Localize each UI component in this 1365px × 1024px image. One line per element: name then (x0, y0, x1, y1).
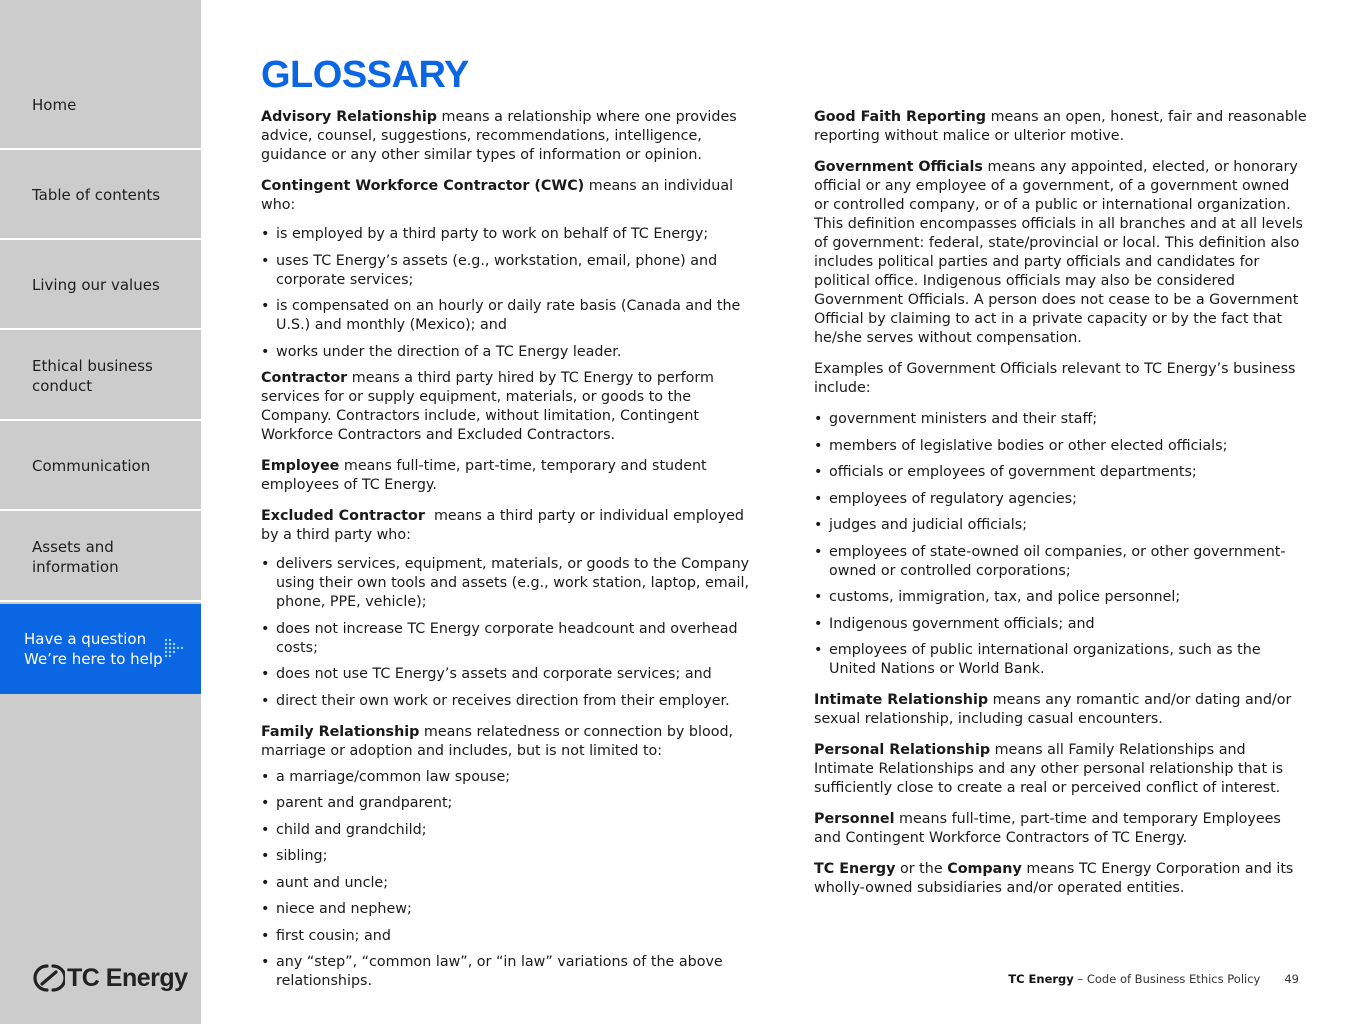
connector: or the (895, 861, 948, 877)
list-item: • Indigenous government officials; and (814, 615, 1308, 634)
term: Contingent Workforce Contractor (CWC) (261, 178, 585, 194)
list-item: • employees of regulatory agencies; (814, 490, 1308, 509)
definition: means any appointed, elected, or honorary official or any employee of a government, of a government owned or controlled company, or of a public or international organization. This definition encompasses officials in all branches and at all levels of government: federal, state/provincial or local. This definition also includes political parties and party officials and candidates for political office. Indigenous officials may also be considered Government Officials. A person does not cease to be a Government Official by claiming to act in a private capacity or by the fact that he/she serves without compensation. (814, 159, 1304, 346)
page-footer (1008, 972, 1299, 986)
entry-family-relationship (261, 723, 756, 761)
term: Company (947, 861, 1022, 877)
page-number: 49 (1284, 972, 1299, 986)
definition: means a relationship where one provides advice, counsel, suggestions, recommendations, intelligence, guidance or any other similar types of information or opinion. (261, 109, 737, 163)
dotted-arrow-icon (164, 638, 184, 660)
family-list (261, 768, 756, 992)
nav-communication-label: Communication (32, 457, 151, 475)
definition: means a third party hired by TC Energy to perform services for or supply equipment, materials, or goods to the Company. Contractors include, without limitation, Contingent Workforce Contractors and Excluded Contractors. (261, 370, 714, 443)
page-title: GLOSSARY (261, 54, 469, 96)
footer-brand: TC Energy (1008, 972, 1074, 986)
entry-excluded-contractor (261, 507, 756, 545)
list-item: • delivers services, equipment, materials, or goods to the Company using their own tools and assets (e.g., work station, laptop, email, phone, PPE, vehicle); (261, 555, 756, 612)
entry-personnel (814, 810, 1308, 848)
list-item: • officials or employees of government departments; (814, 463, 1308, 482)
nav-have-a-question[interactable] (0, 604, 201, 694)
term: Good Faith Reporting (814, 109, 987, 125)
list-item: • does not use TC Energy’s assets and corporate services; and (261, 665, 756, 684)
term: Government Officials (814, 159, 983, 175)
term: TC Energy (814, 861, 896, 877)
definition: means a third party or individual employed by a third party who: (261, 508, 749, 543)
definition: means TC Energy Corporation and its wholly-owned subsidiaries and/or operated entities. (814, 861, 1294, 896)
definition: means relatedness or connection by blood, marriage or adoption and includes, but is not limited to: (261, 723, 734, 759)
definition: means all Family Relationships and Intimate Relationships and any other personal relationship that is sufficiently close to create a real or perceived conflict of interest. (814, 742, 1284, 796)
list-item: • child and grandchild; (261, 821, 756, 840)
glossary-right-column (814, 108, 1308, 910)
nav-assets-and-information[interactable] (0, 514, 201, 602)
cwc-list (261, 225, 756, 362)
entry-good-faith-reporting (814, 108, 1308, 146)
footer-document-title: – Code of Business Ethics Policy (1073, 972, 1261, 986)
entry-personal-relationship (814, 741, 1308, 798)
list-item: • direct their own work or receives direction from their employer. (261, 692, 756, 711)
list-item: • employees of state-owned oil companies, or other government-owned or controlled corporations; (814, 543, 1308, 581)
list-item: • sibling; (261, 847, 756, 866)
entry-employee (261, 457, 756, 495)
list-item: • any “step”, “common law”, or “in law” variations of the above relationships. (261, 953, 756, 991)
list-item: • first cousin; and (261, 927, 756, 946)
definition: means any romantic and/or dating and/or sexual relationship, including casual encounters. (814, 692, 1292, 727)
list-item: • government ministers and their staff; (814, 410, 1308, 429)
entry-government-officials (814, 158, 1308, 348)
nav-home-label: Home (32, 96, 77, 114)
list-item: • niece and nephew; (261, 900, 756, 919)
nav-toc-label: Table of contents (32, 186, 161, 204)
nav-assets-label: Assets and information (32, 538, 119, 576)
term: Excluded Contractor (261, 508, 425, 524)
list-item: • aunt and uncle; (261, 874, 756, 893)
tc-energy-logo[interactable] (33, 962, 188, 994)
term: Family Relationship (261, 723, 420, 740)
term: Contractor (261, 370, 348, 386)
entry-tc-energy (814, 860, 1308, 898)
list-item: • does not increase TC Energy corporate headcount and overhead costs; (261, 620, 756, 658)
entry-intimate-relationship (814, 691, 1308, 729)
list-item: • a marriage/common law spouse; (261, 768, 756, 787)
government-officials-examples-list (814, 410, 1308, 679)
nav-communication[interactable] (0, 423, 201, 511)
nav-help-label: Have a question We’re here to help (24, 630, 163, 668)
entry-advisory-relationship (261, 108, 756, 165)
term: Employee (261, 458, 340, 474)
definition: means an open, honest, fair and reasonable reporting without malice or ulterior motive. (814, 109, 1307, 144)
term: Personal Relationship (814, 742, 991, 758)
nav-home[interactable] (0, 62, 201, 150)
examples-intro: Examples of Government Officials relevant to TC Energy’s business include: (814, 361, 1296, 396)
definition: means full-time, part-time, temporary and student employees of TC Energy. (261, 458, 707, 493)
logo-text: TC Energy (67, 963, 188, 992)
tc-energy-logo-icon (33, 962, 65, 994)
list-item: • is compensated on an hourly or daily rate basis (Canada and the U.S.) and monthly (Mexico); and (261, 297, 756, 335)
list-item: • parent and grandparent; (261, 794, 756, 813)
list-item: • judges and judicial officials; (814, 516, 1308, 535)
term: Advisory Relationship (261, 109, 438, 125)
nav-ethical-business-conduct[interactable] (0, 333, 201, 421)
term: Intimate Relationship (814, 692, 989, 708)
nav-table-of-contents[interactable] (0, 152, 201, 240)
entry-contractor (261, 369, 756, 445)
list-item: • members of legislative bodies or other elected officials; (814, 437, 1308, 456)
excluded-list (261, 555, 756, 711)
nav-ethical-label: Ethical business conduct (32, 357, 153, 395)
nav-living-our-values[interactable] (0, 242, 201, 330)
nav-values-label: Living our values (32, 276, 160, 294)
list-item: • is employed by a third party to work on behalf of TC Energy; (261, 225, 756, 244)
list-item: • customs, immigration, tax, and police personnel; (814, 588, 1308, 607)
definition: means full-time, part-time and temporary Employees and Contingent Workforce Contractors of TC Energy. (814, 811, 1281, 846)
list-item: • works under the direction of a TC Energy leader. (261, 343, 756, 362)
list-item: • employees of public international organizations, such as the United Nations or World Bank. (814, 641, 1308, 679)
sidebar-nav (0, 0, 201, 1024)
glossary-left-column (261, 108, 756, 999)
entry-cwc (261, 177, 756, 215)
term: Personnel (814, 811, 895, 827)
list-item: • uses TC Energy’s assets (e.g., workstation, email, phone) and corporate services; (261, 252, 756, 290)
definition: means an individual who: (261, 178, 734, 213)
